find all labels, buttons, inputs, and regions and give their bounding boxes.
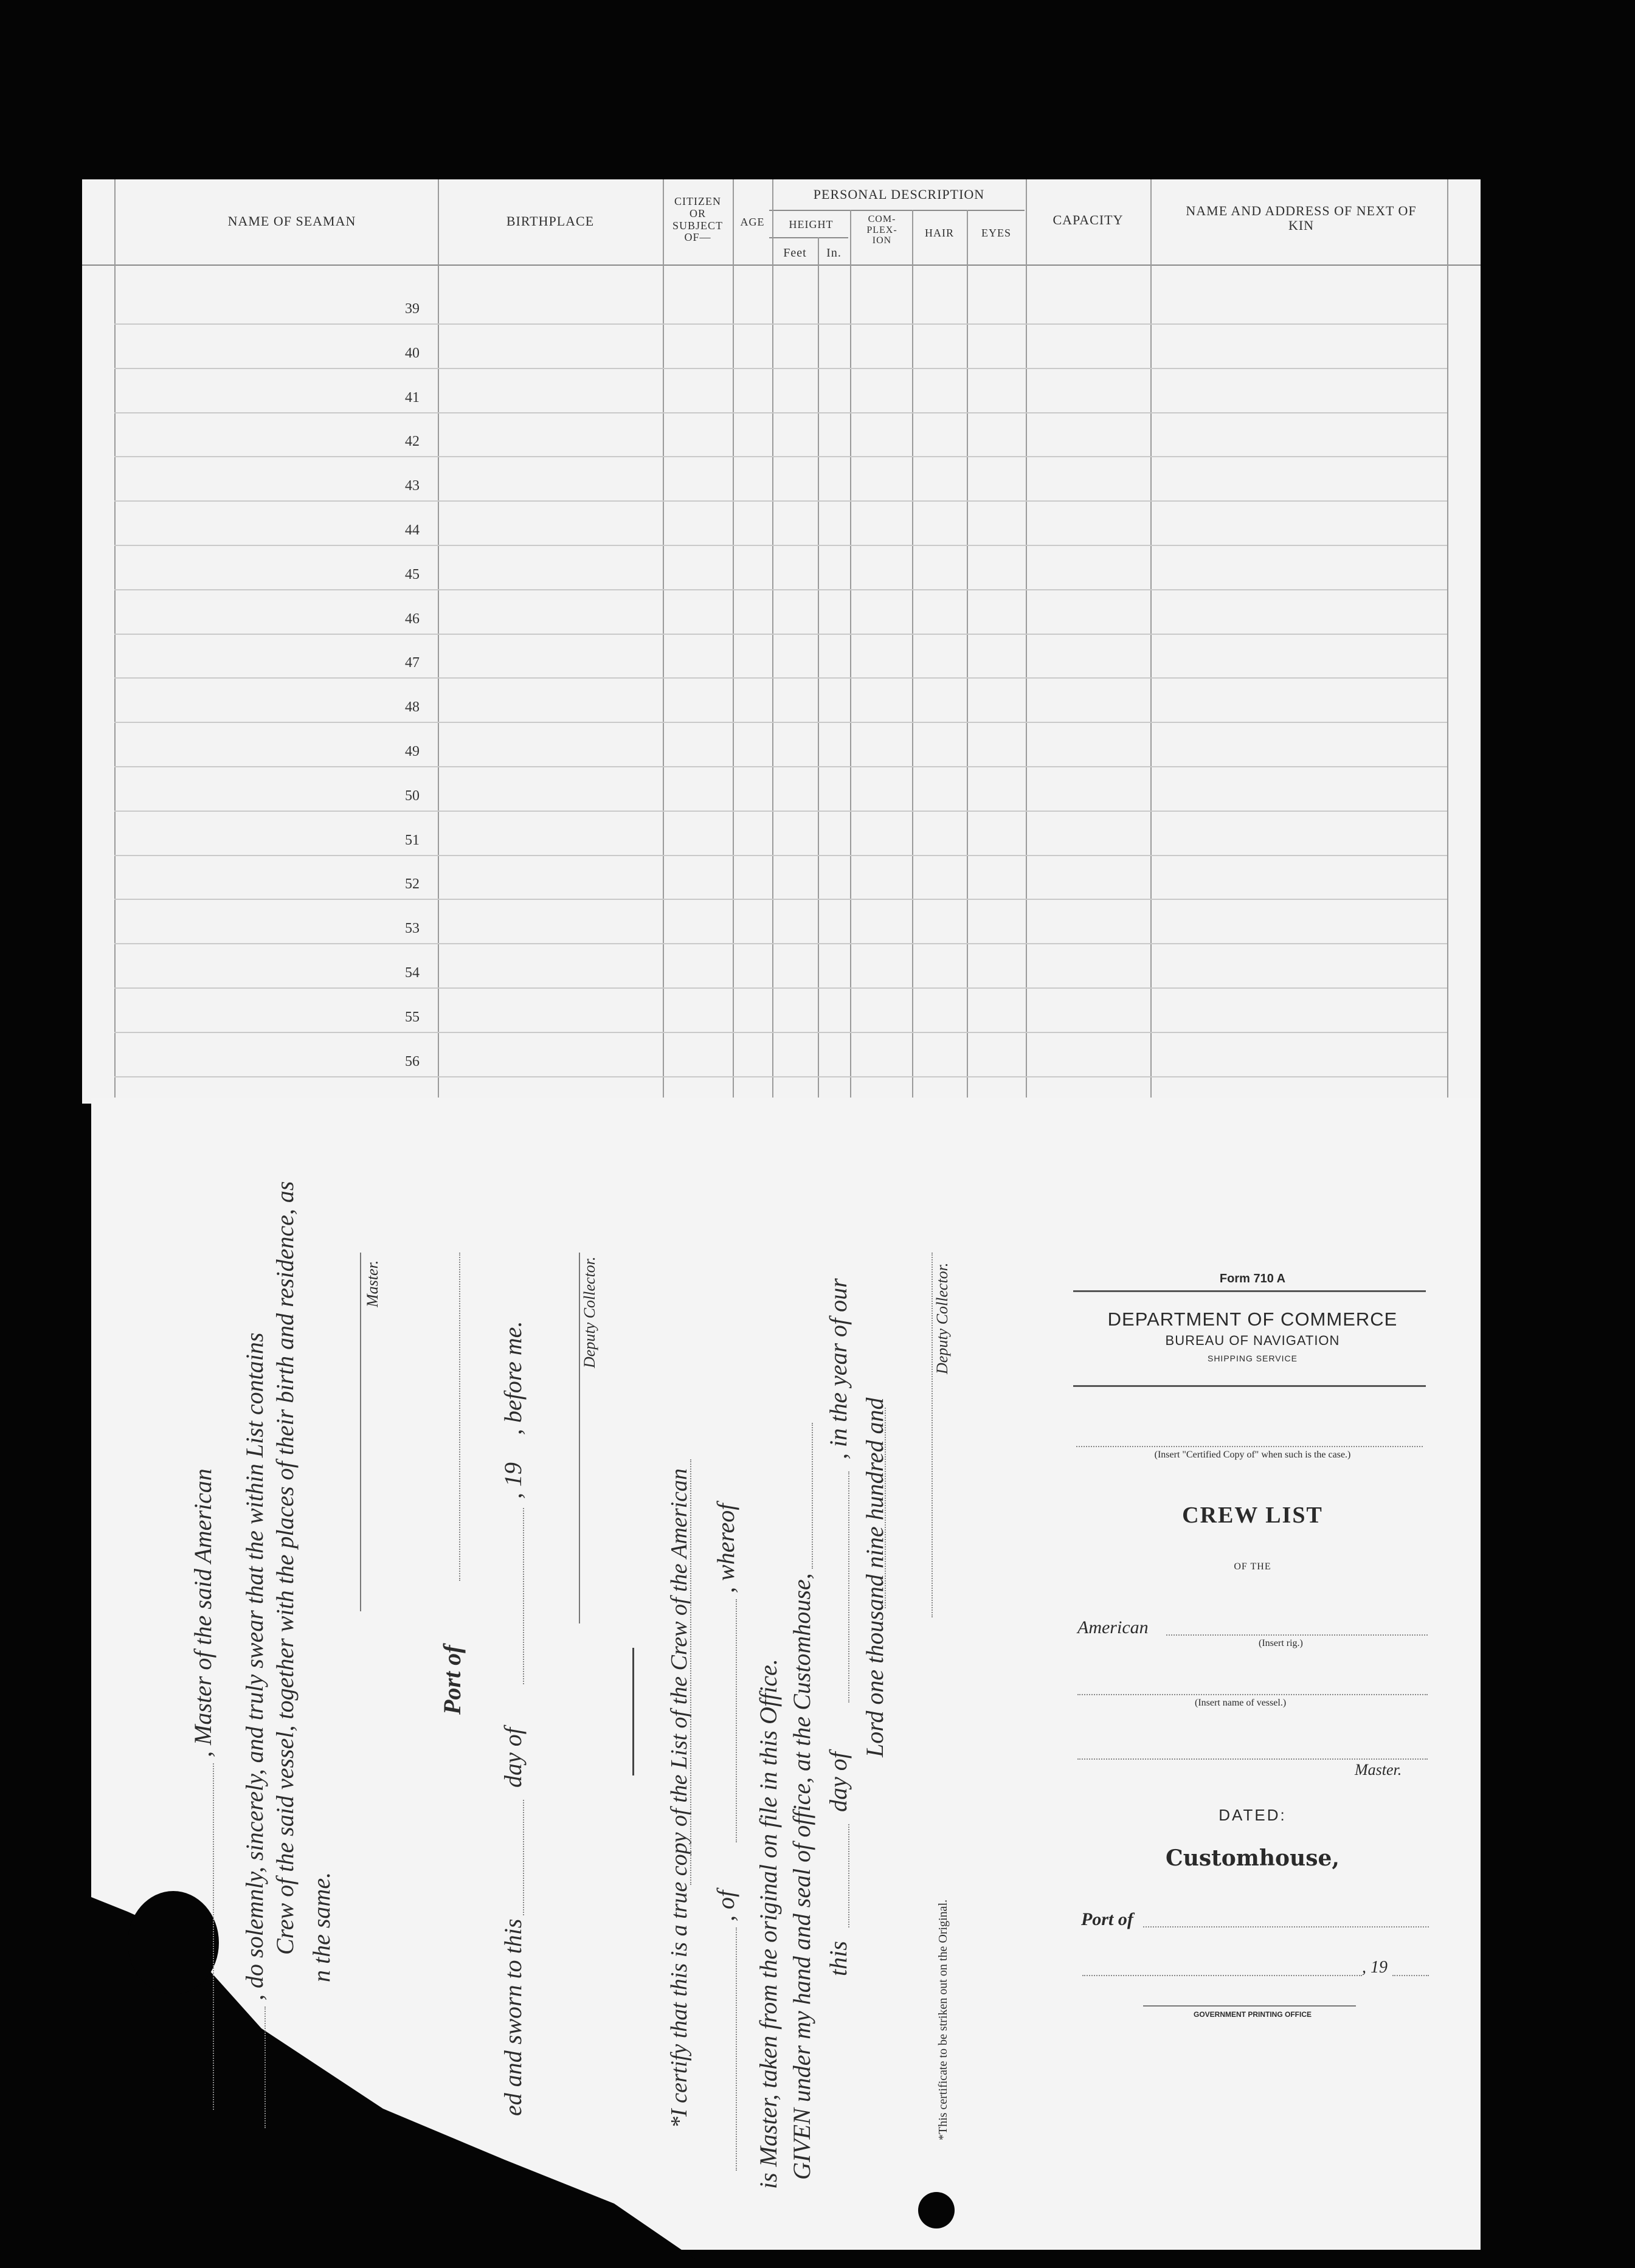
row-number: 45 bbox=[405, 566, 420, 583]
certificate-footnote: *This certificate to be striken out on the Original. bbox=[936, 1900, 950, 2140]
row-number: 46 bbox=[405, 610, 420, 627]
table-row-line bbox=[114, 634, 1447, 635]
ink-blot bbox=[128, 1891, 219, 1994]
certificate-of: , of bbox=[712, 1890, 739, 1921]
header-height: HEIGHT bbox=[789, 218, 834, 230]
of-the-label: OF THE bbox=[1234, 1561, 1271, 1572]
table-row-line bbox=[114, 677, 1447, 679]
form-number: Form 710 A bbox=[1219, 1272, 1286, 1285]
insert-certified-note: (Insert "Certified Copy of" when such is the case.) bbox=[1154, 1450, 1351, 1460]
header-feet: Feet bbox=[783, 246, 807, 260]
row-number: 39 bbox=[405, 301, 420, 317]
oath-deputy-label: Deputy Collector. bbox=[581, 1256, 598, 1368]
header-capacity: CAPACITY bbox=[1053, 212, 1124, 227]
table-row-line bbox=[114, 323, 1447, 325]
row-number: 55 bbox=[405, 1009, 420, 1025]
header-next-of-kin: NAME AND ADDRESS OF NEXT OF KIN bbox=[1186, 203, 1417, 233]
header-name: NAME OF SEAMAN bbox=[227, 213, 356, 229]
oath-line-4: n the same. bbox=[308, 1872, 335, 1982]
row-number: 48 bbox=[405, 699, 420, 716]
insert-rig-note: (Insert rig.) bbox=[1259, 1638, 1303, 1648]
header-age: AGE bbox=[740, 216, 765, 228]
header-hair: HAIR bbox=[925, 227, 954, 239]
certificate-whereof: , whereof bbox=[712, 1503, 739, 1593]
oath-port-label: Port of bbox=[438, 1645, 466, 1715]
printer-note: GOVERNMENT PRINTING OFFICE bbox=[1193, 2010, 1312, 2019]
table-row-line bbox=[114, 987, 1447, 989]
header-complexion: COM- PLEX- ION bbox=[866, 214, 897, 246]
dated-label: DATED: bbox=[1218, 1806, 1287, 1824]
row-number: 51 bbox=[405, 832, 420, 848]
crew-list-title: CREW LIST bbox=[1182, 1502, 1323, 1528]
certificate-line-6: Lord one thousand nine hundred and bbox=[861, 1397, 888, 1757]
insert-name-note: (Insert name of vessel.) bbox=[1195, 1698, 1287, 1708]
service-title: SHIPPING SERVICE bbox=[1207, 1354, 1298, 1363]
american-label: American bbox=[1077, 1617, 1149, 1637]
port-of-label: Port of bbox=[1081, 1909, 1133, 1929]
row-number: 54 bbox=[405, 965, 420, 981]
table-row-line bbox=[114, 1032, 1447, 1033]
row-number: 44 bbox=[405, 522, 420, 538]
table-row-line bbox=[114, 811, 1447, 812]
oath-line-3: Crew of the said vessel, together with the places of their birth and residence, as bbox=[271, 1181, 299, 1955]
table-row-line bbox=[114, 766, 1447, 767]
certificate-line-1: *I certify that this is a true copy of the List of the Crew of the American bbox=[666, 1468, 692, 2128]
row-number: 47 bbox=[405, 655, 420, 671]
row-number: 52 bbox=[405, 876, 420, 893]
table-row-line bbox=[114, 943, 1447, 944]
table-row-line bbox=[114, 456, 1447, 457]
crew-table-sheet bbox=[82, 179, 1481, 1104]
customhouse-label: Customhouse, bbox=[1166, 1845, 1339, 1871]
oath-day-label: day of bbox=[499, 1727, 527, 1788]
table-row-line bbox=[114, 722, 1447, 723]
oath-master-label: Master. bbox=[364, 1260, 381, 1307]
row-number: 53 bbox=[405, 921, 420, 937]
table-row-line bbox=[114, 412, 1447, 413]
certificate-deputy-label: Deputy Collector. bbox=[933, 1262, 951, 1374]
table-row-line bbox=[114, 899, 1447, 900]
header-citizen: CITIZEN OR SUBJECT OF— bbox=[672, 195, 724, 244]
row-number: 50 bbox=[405, 787, 420, 804]
certificate-this: this bbox=[824, 1941, 852, 1976]
oath-year-label: , 19 bbox=[499, 1462, 527, 1499]
certificate-day: day of bbox=[824, 1752, 852, 1812]
year-label: , 19 bbox=[1362, 1958, 1388, 1977]
row-number: 40 bbox=[405, 345, 420, 361]
row-number: 42 bbox=[405, 434, 420, 450]
header-eyes: EYES bbox=[981, 227, 1011, 239]
punch-hole bbox=[918, 2192, 955, 2228]
header-inches: In. bbox=[826, 246, 842, 260]
certificate-year: , in the year of our bbox=[824, 1278, 852, 1459]
oath-before-text: , before me. bbox=[499, 1321, 527, 1435]
header-personal: PERSONAL DESCRIPTION bbox=[813, 187, 985, 202]
certificate-line-4: GIVEN under my hand and seal of office, at the Customhouse, bbox=[788, 1573, 815, 2180]
certificate-line-3: is Master, taken from the original on file in this Office. bbox=[755, 1659, 782, 2189]
row-number: 41 bbox=[405, 389, 420, 406]
row-number: 43 bbox=[405, 478, 420, 494]
oath-line-2: , do solemnly, sincerely, and truly swear that the within List contains bbox=[241, 1332, 268, 2000]
master-label: Master. bbox=[1355, 1761, 1402, 1779]
row-number: 49 bbox=[405, 744, 420, 759]
table-row-line bbox=[114, 500, 1447, 502]
table-row-line bbox=[114, 368, 1447, 369]
table-row-line bbox=[114, 1076, 1447, 1077]
table-row-line bbox=[114, 855, 1447, 856]
table-row-line bbox=[114, 589, 1447, 590]
table-row-line bbox=[114, 545, 1447, 546]
row-number: 56 bbox=[405, 1053, 420, 1070]
oath-line-1: , Master of the said American bbox=[189, 1468, 216, 1757]
oath-sworn-text: ed and sworn to this bbox=[499, 1918, 527, 2116]
bureau-title: BUREAU OF NAVIGATION bbox=[1165, 1333, 1340, 1348]
header-birthplace: BIRTHPLACE bbox=[506, 213, 595, 229]
department-title: DEPARTMENT OF COMMERCE bbox=[1107, 1309, 1398, 1330]
